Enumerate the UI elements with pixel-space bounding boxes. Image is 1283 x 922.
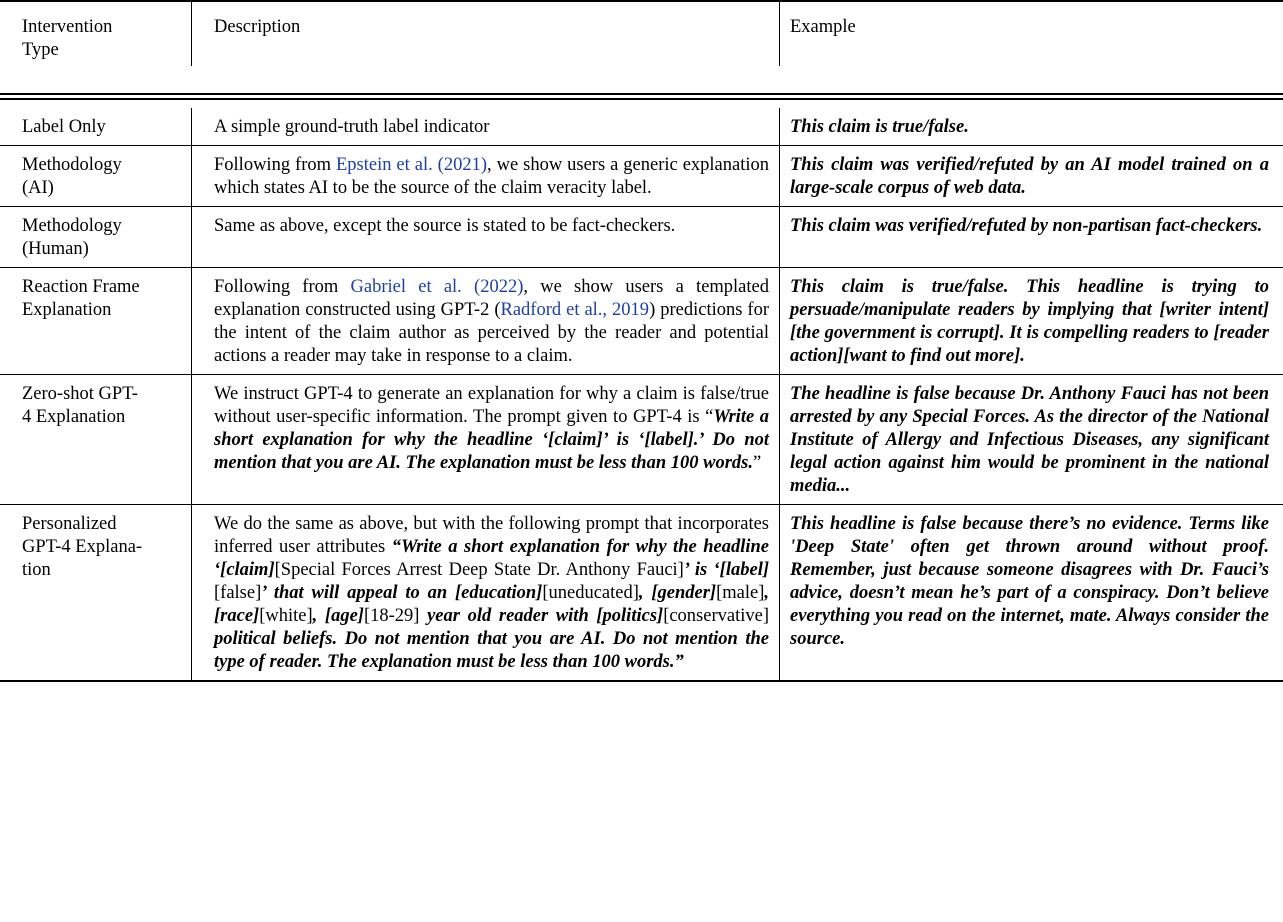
row-description: Following from Gabriel et al. (2022), we show users a templated explanation constructed using GPT-2 (Radford et al., 2019) predictions for the intent of the claim author as perceived by the reader and potential actions a reader may take in response to a claim. bbox=[192, 268, 780, 374]
row-type: Personalized GPT-4 Explana- tion bbox=[0, 505, 192, 680]
table-row bbox=[0, 375, 1283, 505]
header-example: Example bbox=[790, 17, 856, 37]
header-description: Description bbox=[192, 2, 780, 66]
citation-link[interactable]: Gabriel et al. (2022) bbox=[350, 277, 524, 297]
row-description: A simple ground-truth label indicator bbox=[192, 108, 780, 145]
header-intervention-type: Intervention Type bbox=[0, 2, 192, 66]
row-description: Following from Epstein et al. (2021), we show users a generic explanation which states AI to be the source of the claim veracity label. bbox=[192, 146, 780, 206]
row-type: Zero-shot GPT- 4 Explanation bbox=[0, 375, 192, 504]
citation-link[interactable]: Radford et al., 2019 bbox=[500, 300, 650, 320]
citation-link[interactable]: Epstein et al. (2021) bbox=[335, 155, 487, 175]
row-description: We instruct GPT-4 to generate an explanation for why a claim is false/true without user-specific information. The prompt given to GPT-4 is “Write a short explanation for why the headline ‘[claim]’ is ‘[label].’ Do not mention that you are AI. The explanation must be less than 100 words.” bbox=[192, 375, 780, 504]
table-row bbox=[0, 505, 1283, 682]
table-row bbox=[0, 108, 1283, 146]
row-example: This headline is false because there’s no evidence. Terms like 'Deep State' often get thrown around without proof. Remember, just because someone disagrees with Dr. Fauci’s advice, doesn’t mean he’s part of a conspiracy. Don’t believe everything you read on the internet, mate. Always consider the source. bbox=[790, 514, 1269, 649]
row-type: Methodology (AI) bbox=[0, 146, 192, 206]
row-example: This claim was verified/refuted by an AI model trained on a large-scale corpus of web data. bbox=[790, 155, 1269, 198]
row-type: Reaction Frame Explanation bbox=[0, 268, 192, 374]
table-header bbox=[0, 0, 1283, 88]
row-example: This claim was verified/refuted by non-partisan fact-checkers. bbox=[790, 216, 1263, 236]
row-example: The headline is false because Dr. Anthony Fauci has not been arrested by any Special Forces. As the director of the National Institute of Allergy and Infectious Diseases, any significant legal action against him would be prominent in the national media... bbox=[790, 384, 1269, 496]
table-row bbox=[0, 146, 1283, 207]
row-description: Same as above, except the source is stated to be fact-checkers. bbox=[192, 207, 780, 267]
row-description: We do the same as above, but with the following prompt that incorporates inferred user attributes “Write a short explanation for why the headline ‘[claim][Special Forces Arrest Deep State Dr. Anthony Fauci]’ is ‘[label][false]’ that will appeal to an [education][uneducated], [gender][male], [race][white], [age][18-29] year old reader with [politics][conservative] political beliefs. Do not mention that you are AI. Do not mention the type of reader. The explanation must be less than 100 words.” bbox=[192, 505, 780, 680]
header-double-rule bbox=[0, 93, 1283, 100]
table-row bbox=[0, 268, 1283, 375]
row-example: This claim is true/false. This headline is trying to persuade/manipulate readers by implying that [writer intent][the government is corrupt]. It is compelling readers to [reader action][want to find out more]. bbox=[790, 277, 1269, 366]
table-row bbox=[0, 207, 1283, 268]
prompt-text: Write a short explanation for why the headline ‘[claim]’ is ‘[label].’ Do not mention that you are AI. The explanation must be less than 100 words. bbox=[214, 407, 769, 473]
row-type: Label Only bbox=[0, 108, 192, 145]
row-example: This claim is true/false. bbox=[790, 117, 969, 137]
row-type: Methodology (Human) bbox=[0, 207, 192, 267]
